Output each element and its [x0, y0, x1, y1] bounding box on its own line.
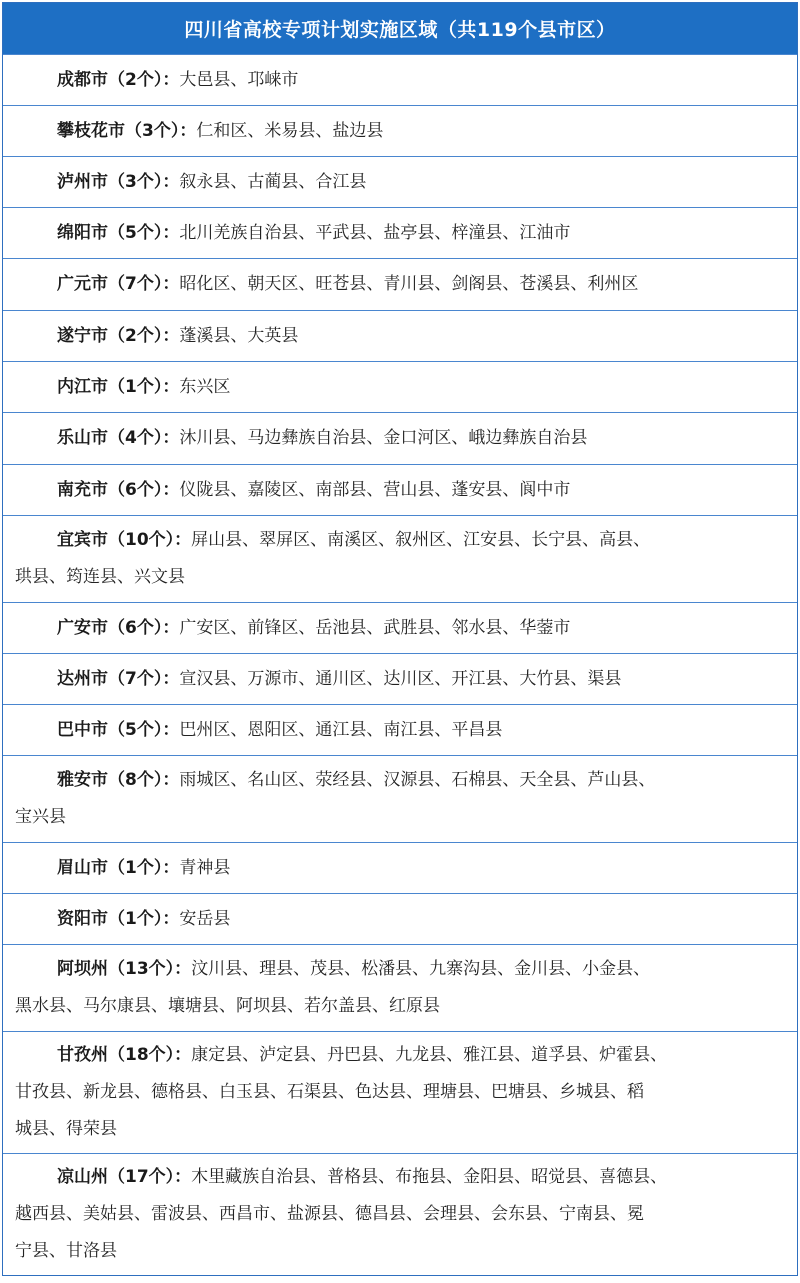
county-list: 北川羌族自治县、平武县、盐亭县、梓潼县、江油市: [179, 222, 571, 243]
county-list: 汶川县、理县、茂县、松潘县、九寨沟县、金川县、小金县、: [191, 959, 651, 979]
region-line-first: [15, 62, 787, 99]
region-line-first: [15, 369, 787, 406]
region-line-continued: [15, 1233, 787, 1270]
city-label: 凉山州（17个）：: [57, 1167, 192, 1187]
county-list: 广安区、前锋区、岳池县、武胜县、邻水县、华蓥市: [179, 617, 571, 638]
table-body: [3, 54, 797, 1275]
table-row: [3, 105, 797, 156]
table-row: [3, 1153, 797, 1275]
city-label: 广安市（6个）：: [57, 617, 180, 638]
county-list: 叙永县、古蔺县、合江县: [179, 171, 367, 192]
county-list: 宁县、甘洛县: [15, 1241, 117, 1261]
table-row: [3, 464, 797, 515]
city-label: 巴中市（5个）：: [57, 719, 180, 740]
region-line-first: [15, 472, 787, 509]
region-line-first: [15, 266, 787, 303]
city-label: 甘孜州（18个）：: [57, 1045, 192, 1065]
table-row: [3, 893, 797, 944]
table-row: [3, 54, 797, 105]
region-line-first: [15, 951, 787, 988]
city-label: 雅安市（8个）：: [57, 770, 180, 790]
county-list: 珙县、筠连县、兴文县: [15, 567, 185, 587]
region-line-first: [15, 420, 787, 457]
table-row: [3, 944, 797, 1031]
region-line-first: [15, 712, 787, 749]
region-line-first: [15, 901, 787, 938]
county-list: 宣汉县、万源市、通川区、达川区、开江县、大竹县、渠县: [179, 668, 622, 689]
region-line-first: [15, 661, 787, 698]
county-list: 城县、得荣县: [15, 1119, 117, 1139]
region-line-first: [15, 164, 787, 201]
county-list: 安岳县: [179, 908, 231, 929]
city-label: 广元市（7个）：: [57, 274, 180, 294]
county-list: 黑水县、马尔康县、壤塘县、阿坝县、若尔盖县、红原县: [15, 996, 440, 1016]
region-line-first: [15, 850, 787, 887]
region-line-first: [15, 215, 787, 252]
region-line-first: [15, 1159, 787, 1196]
table-row: [3, 653, 797, 704]
county-list: 昭化区、朝天区、旺苍县、青川县、剑阁县、苍溪县、利州区: [179, 274, 639, 294]
city-label: 成都市（2个）：: [57, 69, 180, 90]
region-line-continued: [15, 799, 787, 836]
county-list: 青神县: [179, 857, 231, 878]
table-row: [3, 515, 797, 602]
table-title: 四川省高校专项计划实施区域（共119个县市区）: [3, 3, 797, 54]
table-row: [3, 412, 797, 464]
table-row: [3, 1031, 797, 1153]
city-label: 绵阳市（5个）：: [57, 222, 180, 243]
table-row: [3, 156, 797, 207]
region-line-first: [15, 610, 787, 647]
county-list: 仪陇县、嘉陵区、南部县、营山县、蓬安县、阆中市: [179, 479, 571, 500]
region-line-continued: [15, 559, 787, 596]
region-line-continued: [15, 1111, 787, 1148]
city-label: 遂宁市（2个）：: [57, 325, 180, 346]
city-label: 南充市（6个）：: [57, 479, 180, 500]
county-list: 康定县、泸定县、丹巴县、九龙县、雅江县、道孚县、炉霍县、: [191, 1045, 668, 1065]
region-line-first: [15, 318, 787, 355]
table-row: [3, 704, 797, 755]
city-label: 泸州市（3个）：: [57, 171, 180, 192]
table-row: [3, 755, 797, 842]
table-row: [3, 842, 797, 893]
county-list: 木里藏族自治县、普格县、布拖县、金阳县、昭觉县、喜德县、: [191, 1167, 668, 1187]
county-list: 巴州区、恩阳区、通江县、南江县、平昌县: [179, 719, 503, 740]
region-table: [2, 2, 798, 1276]
city-label: 攀枝花市（3个）：: [57, 120, 197, 141]
county-list: 宝兴县: [15, 807, 66, 827]
city-label: 内江市（1个）：: [57, 376, 180, 397]
region-line-continued: [15, 1074, 787, 1111]
county-list: 蓬溪县、大英县: [179, 325, 299, 346]
county-list: 越西县、美姑县、雷波县、西昌市、盐源县、德昌县、会理县、会东县、宁南县、冕: [15, 1204, 644, 1224]
county-list: 大邑县、邛崃市: [179, 69, 299, 90]
region-line-continued: [15, 1196, 787, 1233]
city-label: 宜宾市（10个）：: [57, 530, 192, 550]
city-label: 乐山市（4个）：: [57, 428, 180, 448]
region-line-first: [15, 522, 787, 559]
region-line-first: [15, 762, 787, 799]
table-row: [3, 361, 797, 412]
county-list: 东兴区: [179, 376, 231, 397]
table-row: [3, 258, 797, 310]
table-row: [3, 310, 797, 361]
county-list: 仁和区、米易县、盐边县: [196, 120, 384, 141]
city-label: 阿坝州（13个）：: [57, 959, 192, 979]
county-list: 沐川县、马边彝族自治县、金口河区、峨边彝族自治县: [179, 428, 588, 448]
table-row: [3, 602, 797, 653]
county-list: 屏山县、翠屏区、南溪区、叙州区、江安县、长宁县、高县、: [191, 530, 651, 550]
city-label: 达州市（7个）：: [57, 668, 180, 689]
city-label: 资阳市（1个）：: [57, 908, 180, 929]
table-row: [3, 207, 797, 258]
county-list: 甘孜县、新龙县、德格县、白玉县、石渠县、色达县、理塘县、巴塘县、乡城县、稻: [15, 1082, 644, 1102]
region-line-first: [15, 1037, 787, 1074]
county-list: 雨城区、名山区、荥经县、汉源县、石棉县、天全县、芦山县、: [179, 770, 656, 790]
city-label: 眉山市（1个）：: [57, 857, 180, 878]
region-line-continued: [15, 988, 787, 1025]
region-line-first: [15, 113, 787, 150]
